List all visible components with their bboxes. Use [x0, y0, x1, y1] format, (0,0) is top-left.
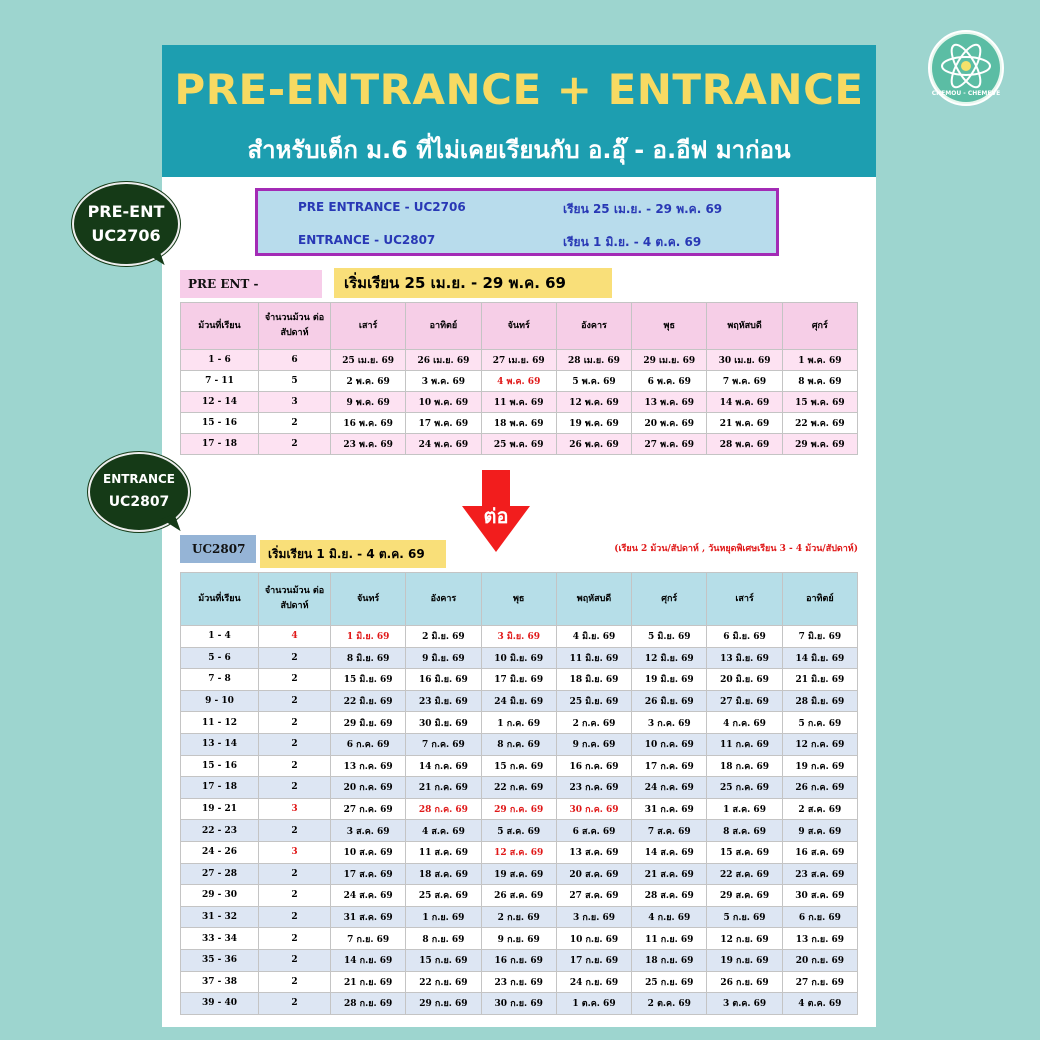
date-cell: 5 ส.ค. 69: [481, 820, 556, 842]
continue-label: ต่อ: [483, 504, 509, 528]
table-row: [181, 647, 858, 669]
table-row: [181, 906, 858, 928]
column-header: ศุกร์: [782, 303, 857, 350]
pre-code-label: PRE ENT -: [180, 270, 322, 298]
roll-range-cell: 1 - 4: [181, 626, 259, 648]
date-cell: 3 พ.ค. 69: [406, 371, 481, 392]
date-cell: 14 พ.ค. 69: [707, 392, 782, 413]
column-header: พฤหัสบดี: [707, 303, 782, 350]
date-cell: 25 เม.ย. 69: [331, 350, 406, 371]
date-cell: 21 มิ.ย. 69: [782, 669, 857, 691]
pre-bubble-line1: PRE-ENT: [87, 202, 165, 221]
rolls-per-week-cell: 2: [259, 413, 331, 434]
date-cell: 1 ก.ย. 69: [406, 906, 481, 928]
date-cell: 21 ก.ค. 69: [406, 777, 481, 799]
table-row: [181, 993, 858, 1015]
date-cell: 26 ก.ค. 69: [782, 777, 857, 799]
date-cell: 20 ก.ย. 69: [782, 949, 857, 971]
roll-range-cell: 9 - 10: [181, 690, 259, 712]
pre-entrance-schedule-table: [180, 302, 858, 455]
date-cell: 14 ก.ย. 69: [331, 949, 406, 971]
date-cell: 5 มิ.ย. 69: [632, 626, 707, 648]
date-cell: 26 พ.ค. 69: [556, 434, 631, 455]
date-cell: 7 ก.ค. 69: [406, 733, 481, 755]
ent-start-label: เริ่มเรียน 1 มิ.ย. - 4 ต.ค. 69: [260, 540, 446, 568]
date-cell: 7 มิ.ย. 69: [782, 626, 857, 648]
date-cell: 22 มิ.ย. 69: [331, 690, 406, 712]
date-cell: 4 ก.ค. 69: [707, 712, 782, 734]
rolls-per-week-cell: 2: [259, 777, 331, 799]
column-header: เสาร์: [707, 573, 782, 626]
date-cell: 2 พ.ค. 69: [331, 371, 406, 392]
table-row: [181, 971, 858, 993]
header-banner: [162, 45, 876, 177]
date-cell: 29 ก.ย. 69: [406, 993, 481, 1015]
roll-range-cell: 37 - 38: [181, 971, 259, 993]
date-cell: 27 มิ.ย. 69: [707, 690, 782, 712]
date-cell: 1 ก.ค. 69: [481, 712, 556, 734]
date-cell: 3 มิ.ย. 69: [481, 626, 556, 648]
date-cell: 10 ส.ค. 69: [331, 841, 406, 863]
date-cell: 8 พ.ค. 69: [782, 371, 857, 392]
date-cell: 18 มิ.ย. 69: [556, 669, 631, 691]
column-header: อังคาร: [406, 573, 481, 626]
date-cell: 20 มิ.ย. 69: [707, 669, 782, 691]
date-cell: 27 เม.ย. 69: [481, 350, 556, 371]
date-cell: 28 ส.ค. 69: [632, 885, 707, 907]
date-cell: 31 ก.ค. 69: [632, 798, 707, 820]
date-cell: 19 ก.ค. 69: [782, 755, 857, 777]
date-cell: 5 พ.ค. 69: [556, 371, 631, 392]
table-row: [181, 350, 858, 371]
date-cell: 9 พ.ค. 69: [331, 392, 406, 413]
date-cell: 18 พ.ค. 69: [481, 413, 556, 434]
date-cell: 20 ก.ค. 69: [331, 777, 406, 799]
rolls-per-week-cell: 2: [259, 906, 331, 928]
table-row: [181, 949, 858, 971]
roll-range-cell: 35 - 36: [181, 949, 259, 971]
roll-range-cell: 33 - 34: [181, 928, 259, 950]
date-cell: 29 เม.ย. 69: [632, 350, 707, 371]
date-cell: 1 ต.ค. 69: [556, 993, 631, 1015]
roll-range-cell: 22 - 23: [181, 820, 259, 842]
table-row: [181, 690, 858, 712]
date-cell: 12 พ.ค. 69: [556, 392, 631, 413]
roll-range-cell: 39 - 40: [181, 993, 259, 1015]
date-cell: 26 เม.ย. 69: [406, 350, 481, 371]
roll-range-cell: 12 - 14: [181, 392, 259, 413]
date-cell: 26 ส.ค. 69: [481, 885, 556, 907]
date-cell: 12 ส.ค. 69: [481, 841, 556, 863]
date-cell: 17 มิ.ย. 69: [481, 669, 556, 691]
column-header: ม้วนที่เรียน: [181, 303, 259, 350]
rolls-per-week-cell: 2: [259, 949, 331, 971]
date-cell: 2 มิ.ย. 69: [406, 626, 481, 648]
date-cell: 18 ก.ย. 69: [632, 949, 707, 971]
rolls-per-week-cell: 5: [259, 371, 331, 392]
table-row: [181, 928, 858, 950]
date-cell: 19 ก.ย. 69: [707, 949, 782, 971]
date-cell: 3 ต.ค. 69: [707, 993, 782, 1015]
date-cell: 22 ส.ค. 69: [707, 863, 782, 885]
date-cell: 22 ก.ค. 69: [481, 777, 556, 799]
date-cell: 13 ส.ค. 69: [556, 841, 631, 863]
date-cell: 1 มิ.ย. 69: [331, 626, 406, 648]
date-cell: 24 พ.ค. 69: [406, 434, 481, 455]
roll-range-cell: 7 - 8: [181, 669, 259, 691]
date-cell: 27 พ.ค. 69: [632, 434, 707, 455]
date-cell: 6 ส.ค. 69: [556, 820, 631, 842]
date-cell: 31 ส.ค. 69: [331, 906, 406, 928]
date-cell: 23 มิ.ย. 69: [406, 690, 481, 712]
date-cell: 14 ก.ค. 69: [406, 755, 481, 777]
column-header: ศุกร์: [632, 573, 707, 626]
roll-range-cell: 19 - 21: [181, 798, 259, 820]
rolls-per-week-cell: 2: [259, 863, 331, 885]
date-cell: 1 พ.ค. 69: [782, 350, 857, 371]
rolls-per-week-cell: 2: [259, 733, 331, 755]
date-cell: 29 มิ.ย. 69: [331, 712, 406, 734]
date-cell: 6 ก.ค. 69: [331, 733, 406, 755]
date-cell: 29 ส.ค. 69: [707, 885, 782, 907]
date-cell: 10 ก.ย. 69: [556, 928, 631, 950]
date-cell: 23 พ.ค. 69: [331, 434, 406, 455]
rolls-per-week-cell: 2: [259, 690, 331, 712]
date-cell: 9 ส.ค. 69: [782, 820, 857, 842]
date-cell: 10 ก.ค. 69: [632, 733, 707, 755]
pre-bubble-line2: UC2706: [91, 226, 161, 245]
date-cell: 4 ก.ย. 69: [632, 906, 707, 928]
date-cell: 30 ก.ย. 69: [481, 993, 556, 1015]
rolls-per-week-cell: 3: [259, 798, 331, 820]
date-cell: 27 ส.ค. 69: [556, 885, 631, 907]
date-cell: 25 ก.ค. 69: [707, 777, 782, 799]
date-cell: 21 ก.ย. 69: [331, 971, 406, 993]
rolls-per-week-cell: 2: [259, 712, 331, 734]
date-cell: 30 ส.ค. 69: [782, 885, 857, 907]
date-cell: 3 ก.ย. 69: [556, 906, 631, 928]
rolls-per-week-cell: 3: [259, 841, 331, 863]
date-cell: 8 ก.ย. 69: [406, 928, 481, 950]
column-header: ม้วนที่เรียน: [181, 573, 259, 626]
date-cell: 30 มิ.ย. 69: [406, 712, 481, 734]
date-cell: 26 มิ.ย. 69: [632, 690, 707, 712]
table-row: [181, 863, 858, 885]
column-header: เสาร์: [331, 303, 406, 350]
pre-start-label: เริ่มเรียน 25 เม.ย. - 29 พ.ค. 69: [334, 268, 612, 298]
date-cell: 29 ก.ค. 69: [481, 798, 556, 820]
column-header: อังคาร: [556, 303, 631, 350]
chemou-logo: [928, 30, 1004, 106]
date-cell: 18 ก.ค. 69: [707, 755, 782, 777]
date-cell: 15 ส.ค. 69: [707, 841, 782, 863]
date-cell: 28 พ.ค. 69: [707, 434, 782, 455]
rolls-per-week-cell: 6: [259, 350, 331, 371]
date-cell: 17 พ.ค. 69: [406, 413, 481, 434]
date-cell: 3 ก.ค. 69: [632, 712, 707, 734]
date-cell: 4 พ.ค. 69: [481, 371, 556, 392]
info-pre-dates: เรียน 25 เม.ย. - 29 พ.ค. 69: [563, 202, 723, 216]
table-row: [181, 434, 858, 455]
roll-range-cell: 15 - 16: [181, 413, 259, 434]
rolls-per-week-cell: 2: [259, 434, 331, 455]
roll-range-cell: 27 - 28: [181, 863, 259, 885]
date-cell: 13 ก.ค. 69: [331, 755, 406, 777]
date-cell: 5 ก.ค. 69: [782, 712, 857, 734]
date-cell: 28 ก.ย. 69: [331, 993, 406, 1015]
date-cell: 15 พ.ค. 69: [782, 392, 857, 413]
rolls-per-week-cell: 4: [259, 626, 331, 648]
date-cell: 11 ก.ย. 69: [632, 928, 707, 950]
date-cell: 14 ส.ค. 69: [632, 841, 707, 863]
entrance-bubble: [88, 452, 190, 532]
date-cell: 22 ก.ย. 69: [406, 971, 481, 993]
roll-range-cell: 31 - 32: [181, 906, 259, 928]
date-cell: 30 เม.ย. 69: [707, 350, 782, 371]
column-header: พุธ: [481, 573, 556, 626]
table-row: [181, 798, 858, 820]
date-cell: 3 ส.ค. 69: [331, 820, 406, 842]
table-row: [181, 820, 858, 842]
info-ent-dates: เรียน 1 มิ.ย. - 4 ต.ค. 69: [563, 235, 702, 249]
date-cell: 2 ก.ย. 69: [481, 906, 556, 928]
rolls-per-week-cell: 2: [259, 669, 331, 691]
entrance-schedule-table: [180, 572, 858, 1015]
date-cell: 11 ก.ค. 69: [707, 733, 782, 755]
table-row: [181, 669, 858, 691]
date-cell: 24 มิ.ย. 69: [481, 690, 556, 712]
date-cell: 12 ก.ย. 69: [707, 928, 782, 950]
ent-bubble-line2: UC2807: [108, 494, 170, 510]
date-cell: 25 พ.ค. 69: [481, 434, 556, 455]
roll-range-cell: 1 - 6: [181, 350, 259, 371]
date-cell: 2 ส.ค. 69: [782, 798, 857, 820]
date-cell: 28 เม.ย. 69: [556, 350, 631, 371]
info-pre-course: PRE ENTRANCE - UC2706: [298, 200, 466, 214]
info-ent-course: ENTRANCE - UC2807: [298, 233, 436, 247]
date-cell: 26 ก.ย. 69: [707, 971, 782, 993]
date-cell: 16 มิ.ย. 69: [406, 669, 481, 691]
date-cell: 23 ส.ค. 69: [782, 863, 857, 885]
column-header: จันทร์: [331, 573, 406, 626]
date-cell: 11 พ.ค. 69: [481, 392, 556, 413]
column-header: จำนวนม้วน ต่อสัปดาห์: [259, 303, 331, 350]
date-cell: 20 ส.ค. 69: [556, 863, 631, 885]
date-cell: 11 ส.ค. 69: [406, 841, 481, 863]
date-cell: 11 มิ.ย. 69: [556, 647, 631, 669]
ent-schedule-note: (เรียน 2 ม้วน/สัปดาห์ , วันหยุดพิเศษเรียน 3 - 4 ม้วน/สัปดาห์): [614, 544, 858, 554]
date-cell: 9 ก.ค. 69: [556, 733, 631, 755]
date-cell: 20 พ.ค. 69: [632, 413, 707, 434]
roll-range-cell: 5 - 6: [181, 647, 259, 669]
rolls-per-week-cell: 3: [259, 392, 331, 413]
date-cell: 24 ก.ย. 69: [556, 971, 631, 993]
date-cell: 27 ก.ย. 69: [782, 971, 857, 993]
date-cell: 12 ก.ค. 69: [782, 733, 857, 755]
date-cell: 10 มิ.ย. 69: [481, 647, 556, 669]
table-row: [181, 413, 858, 434]
table-row: [181, 755, 858, 777]
date-cell: 29 พ.ค. 69: [782, 434, 857, 455]
date-cell: 17 ก.ค. 69: [632, 755, 707, 777]
date-cell: 27 ก.ค. 69: [331, 798, 406, 820]
date-cell: 24 ส.ค. 69: [331, 885, 406, 907]
date-cell: 28 มิ.ย. 69: [782, 690, 857, 712]
date-cell: 4 ส.ค. 69: [406, 820, 481, 842]
roll-range-cell: 17 - 18: [181, 777, 259, 799]
poster-subtitle: สำหรับเด็ก ม.6 ที่ไม่เคยเรียนกับ อ.อุ๊ - อ.อีฟ มาก่อน: [247, 136, 791, 164]
table-row: [181, 733, 858, 755]
date-cell: 16 พ.ค. 69: [331, 413, 406, 434]
date-cell: 14 มิ.ย. 69: [782, 647, 857, 669]
date-cell: 16 ส.ค. 69: [782, 841, 857, 863]
date-cell: 21 ส.ค. 69: [632, 863, 707, 885]
date-cell: 12 มิ.ย. 69: [632, 647, 707, 669]
table-row: [181, 841, 858, 863]
column-header: จันทร์: [481, 303, 556, 350]
table-row: [181, 392, 858, 413]
rolls-per-week-cell: 2: [259, 885, 331, 907]
table-row: [181, 777, 858, 799]
table-row: [181, 712, 858, 734]
ent-code-label: UC2807: [180, 535, 256, 563]
date-cell: 22 พ.ค. 69: [782, 413, 857, 434]
date-cell: 24 ก.ค. 69: [632, 777, 707, 799]
date-cell: 8 มิ.ย. 69: [331, 647, 406, 669]
rolls-per-week-cell: 2: [259, 928, 331, 950]
roll-range-cell: 13 - 14: [181, 733, 259, 755]
date-cell: 5 ก.ย. 69: [707, 906, 782, 928]
date-cell: 28 ก.ค. 69: [406, 798, 481, 820]
date-cell: 6 ก.ย. 69: [782, 906, 857, 928]
date-cell: 13 พ.ค. 69: [632, 392, 707, 413]
date-cell: 2 ก.ค. 69: [556, 712, 631, 734]
date-cell: 23 ก.ย. 69: [481, 971, 556, 993]
date-cell: 6 พ.ค. 69: [632, 371, 707, 392]
date-cell: 7 ก.ย. 69: [331, 928, 406, 950]
date-cell: 9 ก.ย. 69: [481, 928, 556, 950]
date-cell: 16 ก.ค. 69: [556, 755, 631, 777]
date-cell: 25 มิ.ย. 69: [556, 690, 631, 712]
poster-title: PRE-ENTRANCE + ENTRANCE: [174, 65, 864, 114]
ent-bubble-line1: ENTRANCE: [103, 472, 175, 486]
date-cell: 19 พ.ค. 69: [556, 413, 631, 434]
rolls-per-week-cell: 2: [259, 993, 331, 1015]
date-cell: 13 ก.ย. 69: [782, 928, 857, 950]
roll-range-cell: 7 - 11: [181, 371, 259, 392]
date-cell: 15 ก.ค. 69: [481, 755, 556, 777]
date-cell: 21 พ.ค. 69: [707, 413, 782, 434]
pre-ent-bubble: [72, 182, 180, 266]
date-cell: 7 ส.ค. 69: [632, 820, 707, 842]
roll-range-cell: 11 - 12: [181, 712, 259, 734]
table-row: [181, 626, 858, 648]
roll-range-cell: 24 - 26: [181, 841, 259, 863]
column-header: อาทิตย์: [782, 573, 857, 626]
logo-text: CHEMOU - CHEMEVE: [931, 90, 1001, 97]
date-cell: 25 ส.ค. 69: [406, 885, 481, 907]
continue-arrow: [460, 470, 532, 552]
date-cell: 15 มิ.ย. 69: [331, 669, 406, 691]
date-cell: 25 ก.ย. 69: [632, 971, 707, 993]
column-header: พุธ: [632, 303, 707, 350]
column-header: พฤหัสบดี: [556, 573, 631, 626]
rolls-per-week-cell: 2: [259, 755, 331, 777]
date-cell: 8 ก.ค. 69: [481, 733, 556, 755]
column-header: อาทิตย์: [406, 303, 481, 350]
course-info-box: [255, 188, 779, 256]
date-cell: 10 พ.ค. 69: [406, 392, 481, 413]
date-cell: 6 มิ.ย. 69: [707, 626, 782, 648]
date-cell: 15 ก.ย. 69: [406, 949, 481, 971]
date-cell: 19 มิ.ย. 69: [632, 669, 707, 691]
rolls-per-week-cell: 2: [259, 971, 331, 993]
date-cell: 18 ส.ค. 69: [406, 863, 481, 885]
date-cell: 4 มิ.ย. 69: [556, 626, 631, 648]
date-cell: 19 ส.ค. 69: [481, 863, 556, 885]
date-cell: 1 ส.ค. 69: [707, 798, 782, 820]
rolls-per-week-cell: 2: [259, 820, 331, 842]
date-cell: 16 ก.ย. 69: [481, 949, 556, 971]
date-cell: 23 ก.ค. 69: [556, 777, 631, 799]
table-row: [181, 885, 858, 907]
date-cell: 13 มิ.ย. 69: [707, 647, 782, 669]
date-cell: 9 มิ.ย. 69: [406, 647, 481, 669]
date-cell: 4 ต.ค. 69: [782, 993, 857, 1015]
rolls-per-week-cell: 2: [259, 647, 331, 669]
roll-range-cell: 17 - 18: [181, 434, 259, 455]
date-cell: 7 พ.ค. 69: [707, 371, 782, 392]
table-row: [181, 371, 858, 392]
date-cell: 17 ส.ค. 69: [331, 863, 406, 885]
column-header: จำนวนม้วน ต่อสัปดาห์: [259, 573, 331, 626]
date-cell: 2 ต.ค. 69: [632, 993, 707, 1015]
date-cell: 30 ก.ค. 69: [556, 798, 631, 820]
roll-range-cell: 29 - 30: [181, 885, 259, 907]
date-cell: 17 ก.ย. 69: [556, 949, 631, 971]
roll-range-cell: 15 - 16: [181, 755, 259, 777]
date-cell: 8 ส.ค. 69: [707, 820, 782, 842]
